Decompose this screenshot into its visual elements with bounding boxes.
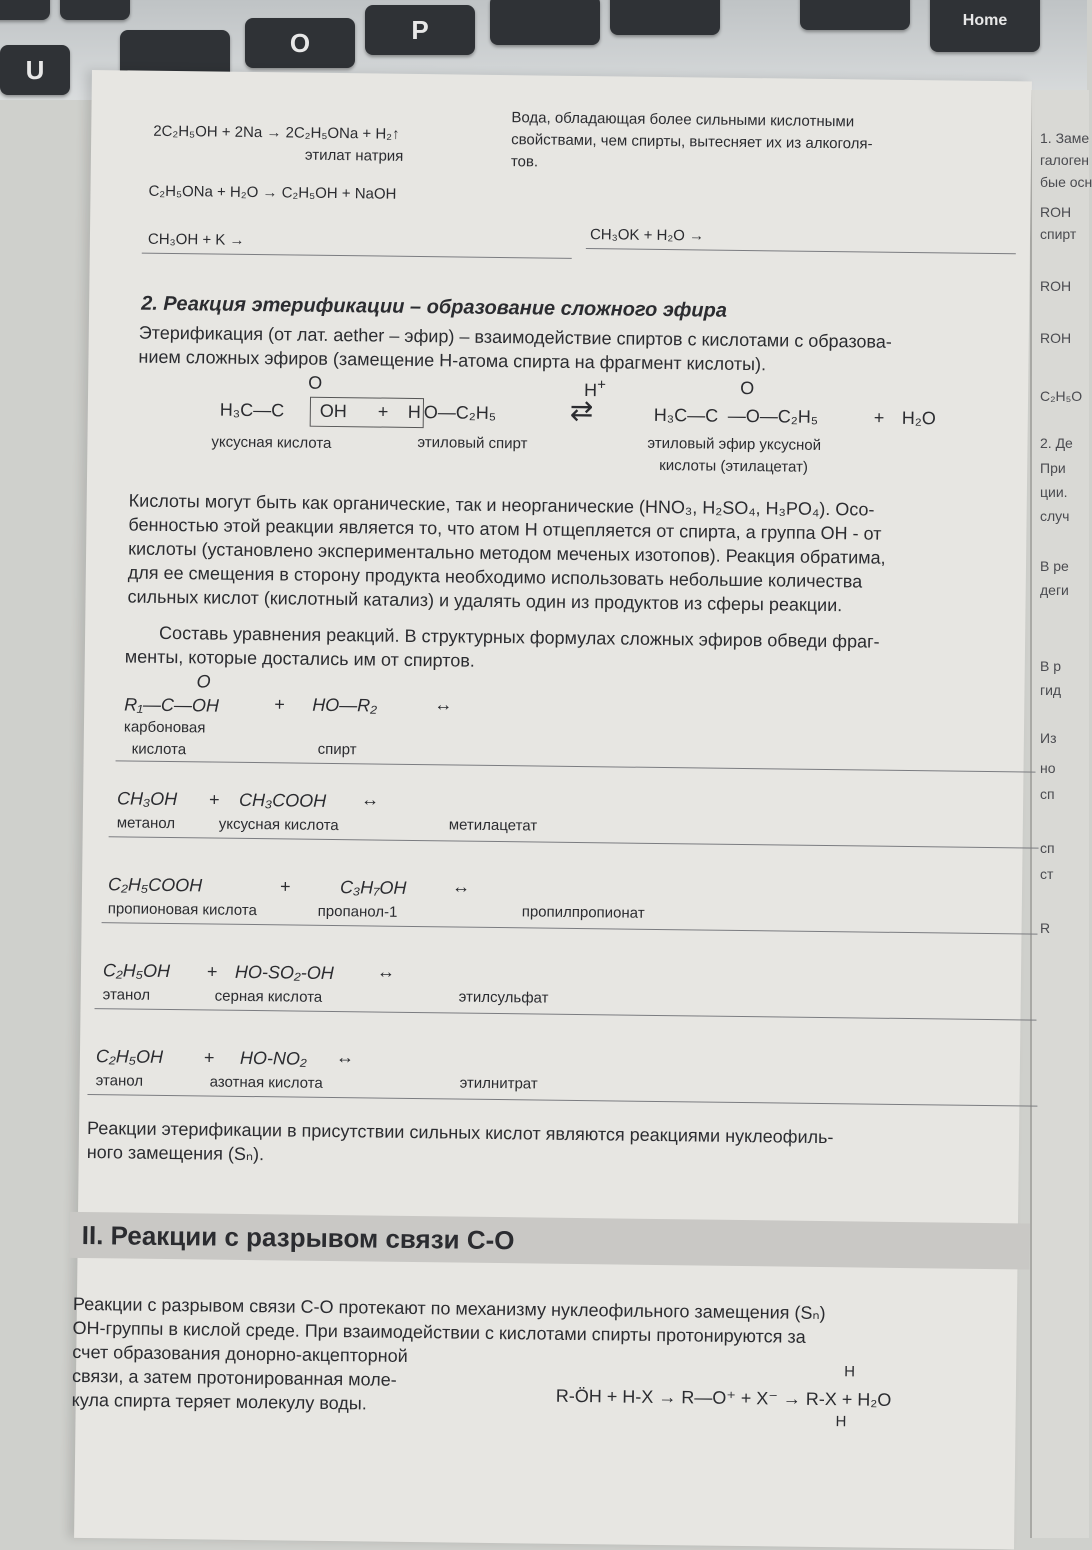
keyboard-key-u: U [0,45,70,95]
next-page-fragment: но [1040,760,1056,776]
exercise-arrow: ↔ [376,961,396,982]
scheme-alcohol-hydrogen: H [407,401,421,423]
paragraph-line: кислоты (установлено экспериментально методом меченых изотопов). Реакция обратима, [128,538,886,568]
next-page-fragment: спирт [1040,226,1077,242]
exercise-label: этанол [102,986,151,1004]
reversible-arrow: ⇄ [569,394,594,427]
scheme-ethyl-acetate-left: H₃C—C [653,404,719,426]
answer-line [109,836,1039,848]
exercise-label: этилсульфат [458,988,549,1007]
exercise-plus: + [203,1047,215,1068]
exercise-formula-a: CH₃OH [116,788,178,810]
next-page-fragment: ROH [1040,278,1072,294]
task-line: менты, которые достались им от спиртов. [124,646,475,671]
label-sodium-ethylate: этилат натрия [304,146,404,165]
exercise-plus: + [274,694,285,715]
paragraph-line: Кислоты могут быть как органические, так и неорганические (HNO₃, H₂SO₄, H₃PO₄). Осо- [128,490,875,520]
next-page-fragment: гид [1040,682,1062,698]
scheme-plus: + [873,407,885,428]
paragraph-line: сильных кислот (кислотный катализ) и удалять один из продуктов из сферы реакции. [127,586,843,616]
label-ethanol: этиловый спирт [417,434,528,453]
section-heading-co-cleavage: II. Реакции с разрывом связи С-О [81,1219,515,1256]
exercise-formula-acid: R₁—C—OH [124,694,220,716]
exercise-label: азотная кислота [209,1073,323,1092]
next-page-fragment: деги [1040,582,1069,598]
scheme-ethyl-acetate-right: —O—C₂H₅ [727,405,819,427]
scheme-acetic-acid: H₃C—C [219,399,285,421]
section2-line: Реакции с разрывом связи С-О протекают по механизму нуклеофильного замещения (Sₙ) [72,1293,826,1324]
task-line: Составь уравнения реакций. В структурных формулах сложных эфиров обведи фраг- [159,622,880,652]
scheme-acid-oxygen: O [308,372,323,393]
exercise-formula-b: CH₃COOH [238,789,327,811]
exercise-label: пропанол-1 [317,902,398,921]
keyboard-key-p: P [365,5,475,55]
exercise-label: кислота [131,740,187,759]
exercise-formula-a: C₂H₅COOH [107,874,203,896]
paragraph-line: для ее смещения в сторону продукта необходимо использовать небольшие количества [127,562,863,592]
exercise-label: метанол [116,814,176,833]
sn-note-line: ного замещения (Sₙ). [86,1142,265,1165]
label-ethyl-acetate: кислоты (этилацетат) [659,456,809,476]
exercise-label: этанол [95,1072,144,1090]
label-ethyl-acetate: этиловый эфир уксусной [647,434,822,454]
exercise-plus: + [206,961,218,982]
answer-line [142,253,572,259]
next-page-fragment: сп [1040,840,1055,856]
next-page-fragment: ст [1040,866,1054,882]
exercise-plus: + [279,876,291,897]
next-page-fragment: случ [1040,508,1070,524]
keyboard-key [610,0,720,35]
exercise-formula-a: C₂H₅OH [95,1046,164,1067]
equation-sodium-ethylate: 2C₂H₅OH + 2Na → 2C₂H₅ONa + H₂↑ [153,122,400,143]
scheme-ethanol: O—C₂H₅ [423,402,497,423]
next-page-fragment: В р [1040,658,1062,674]
answer-line [87,1094,1037,1107]
water-note-line: Вода, обладающая более сильными кислотными [511,109,855,131]
scheme-proton-h-top: H [844,1363,856,1381]
exercise-formula-a: C₂H₅OH [102,960,171,982]
next-page-fragment: 1. Заме [1040,130,1090,146]
scheme-proton-h-bottom: H [835,1413,847,1431]
next-page-fragment: Из [1040,730,1057,746]
keyboard-key-o: O [245,18,355,68]
equation-hydrolysis: C₂H₅ONa + H₂O → C₂H₅OH + NaOH [148,182,397,203]
exercise-label: этилнитрат [459,1074,538,1093]
next-page-edge [1030,90,1092,1538]
next-page-fragment: ции. [1040,484,1068,500]
exercise-arrow: ↔ [360,789,380,810]
scheme-plus: + [377,401,389,422]
exercise-label: карбоновая [123,718,206,737]
keyboard-key-home: Home [930,0,1040,52]
next-page-fragment: В ре [1040,558,1069,574]
section2-line: связи, а затем протонированная моле- [71,1365,397,1390]
exercise-plus: + [208,789,220,810]
keyboard-key [0,0,50,20]
exercise-label: уксусная кислота [218,815,339,835]
exercise-formula-b: C₃H₇OH [339,877,407,898]
scheme-acid-hydroxyl: OH [319,400,347,422]
water-note-line: тов. [510,153,539,171]
section-heading-esterification: 2. Реакция этерификации – образование сложного эфира [141,292,728,322]
section2-line: счет образования донорно-акцепторной [72,1341,408,1366]
keyboard-key [800,0,910,30]
exercise-formula-b: HO-NO₂ [239,1047,307,1069]
next-page-fragment: ROH [1040,204,1072,220]
answer-line [116,760,1036,772]
next-page-fragment: C₂H₅O [1040,388,1083,404]
exercise-arrow: ↔ [451,876,471,897]
definition-line: Этерификация (от лат. aether – эфир) – взаимодействие спиртов с кислотами с образова- [138,322,892,352]
exercise-label: метилацетат [448,816,538,835]
water-note-line: свойствами, чем спирты, вытесняет их из алкоголя- [511,131,873,153]
textbook-page [71,70,1032,1549]
sn-note-line: Реакции этерификации в присутствии сильных кислот являются реакциями нуклеофиль- [86,1118,834,1148]
exercise-carbonyl-oxygen: O [196,671,211,692]
section2-line: ОН-группы в кислой среде. При взаимодействии с кислотами спирты протонируются за [72,1317,806,1347]
next-page-fragment: R [1040,920,1051,936]
label-acetic-acid: уксусная кислота [211,433,332,452]
keyboard-key [60,0,130,20]
exercise-label: пропионовая кислота [107,900,257,920]
exercise-label: серная кислота [214,987,323,1006]
answer-line [95,1008,1037,1021]
next-page-fragment: 2. Де [1040,435,1073,451]
answer-line [586,248,1016,254]
exercise-label: спирт [317,740,357,759]
next-page-fragment: галоген [1040,152,1090,168]
exercise-label: пропилпропионат [521,903,645,922]
scheme-water: H₂O [901,407,936,429]
scheme-catalyst: H+ [584,376,607,401]
next-page-fragment: При [1040,460,1066,476]
exercise-formula-b: HO-SO₂-OH [234,961,334,984]
next-page-fragment: ROH [1040,330,1072,346]
scheme-ester-oxygen: O [740,377,755,399]
exercise-arrow: ↔ [335,1047,355,1068]
section2-line: кула спирта теряет молекулу воды. [71,1389,367,1414]
exercise-formula-alcohol: HO—R₂ [312,694,378,716]
exercise-arrow: ↔ [434,694,453,715]
definition-line: нием сложных эфиров (замещение Н-атома спирта на фрагмент кислоты). [138,346,767,375]
paragraph-line: бенностью этой реакции является то, что атом Н отщепляется от спирта, а группа ОН - от [128,514,882,544]
equation-potassium-methylate: CH₃OK + H₂O → [589,226,705,245]
protonation-scheme: R-ÖH + H-X → R—O⁺ + X⁻ → R-X + H₂O [555,1385,892,1410]
next-page-fragment: сп [1040,786,1055,802]
equation-methanol-potassium: CH₃OH + K → [147,230,245,249]
next-page-fragment: бые осн [1040,174,1092,190]
keyboard-key [490,0,600,45]
answer-line [102,922,1038,934]
